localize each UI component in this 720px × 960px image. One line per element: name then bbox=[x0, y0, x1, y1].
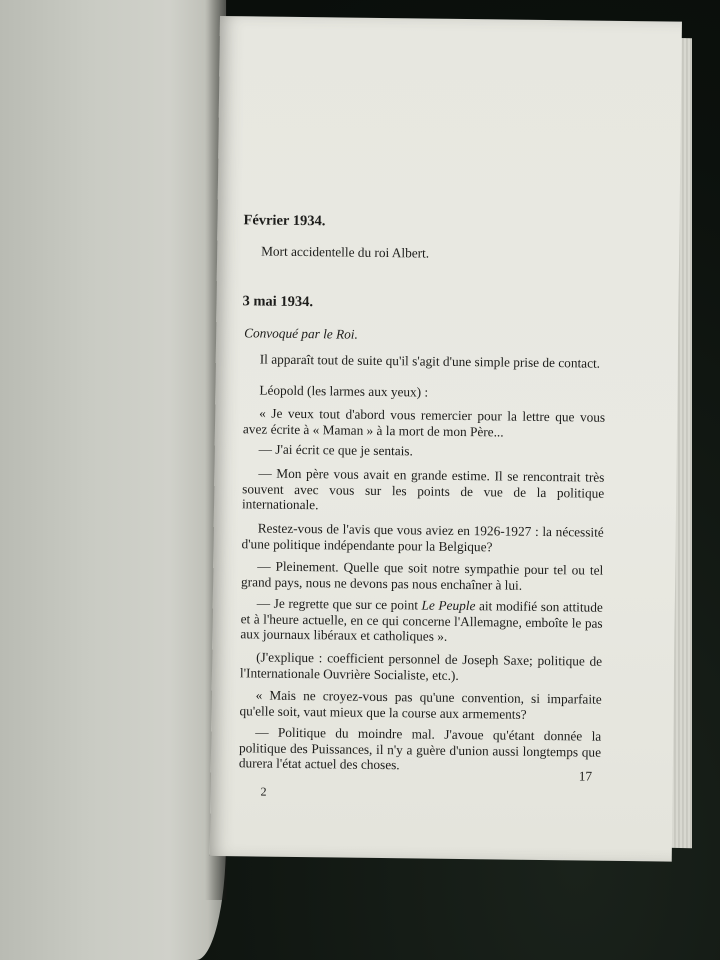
left-page bbox=[0, 0, 226, 960]
paragraph-8: — Je regrette que sur ce point Le Peuple ait modifié son attitude et à l'heure actuelle, en ce qui concerne l'Allemagne, emboîte le pas aux journaux libéraux et catholiques ». bbox=[240, 595, 603, 644]
paragraph-4: — J'ai écrit ce que je sentais. bbox=[258, 441, 413, 459]
paragraph-2: Léopold (les larmes aux yeux) : bbox=[259, 382, 429, 400]
right-page bbox=[210, 16, 682, 862]
newspaper-title: Le Peuple bbox=[421, 597, 476, 614]
section-heading-mai: 3 mai 1934. bbox=[242, 293, 314, 311]
page-number: 17 bbox=[578, 768, 593, 784]
paragraph-5: — Mon père vous avait en grande estime. Il se rencontrait très souvent avec vous sur les points de vue de la politique internationale. bbox=[241, 465, 605, 513]
section-heading-fevrier: Février 1934. bbox=[243, 212, 326, 230]
paragraph-9: (J'explique : coefficient personnel de Joseph Saxe; politique de l'Internationale Ouvrière Socialiste, etc.). bbox=[239, 649, 603, 683]
paragraph-3: « Je veux tout d'abord vous remercier pour la lettre que vous avez écrite à « Maman » à la mort de mon Père... bbox=[242, 405, 606, 439]
paragraph-6: Restez-vous de l'avis que vous aviez en 1926-1927 : la nécessité d'une politique indépendante pour la Belgique? bbox=[241, 520, 604, 554]
paragraph-1: Il apparaît tout de suite qu'il s'agit d'une simple prise de contact. bbox=[259, 351, 601, 371]
paragraph-10: « Mais ne croyez-vous pas qu'une convention, si imparfaite qu'elle soit, vaut mieux que la course aux armements? bbox=[239, 687, 602, 722]
signature-mark: 2 bbox=[260, 784, 267, 799]
paragraph-11: — Politique du moindre mal. J'avoue qu'étant donnée la politique des Puissances, il n'y a guère d'union aussi longtemps que durera l'état actuel des choses. bbox=[238, 724, 602, 773]
section-subtitle: Convoqué par le Roi. bbox=[244, 325, 358, 342]
paragraph-7: — Pleinement. Quelle que soit notre sympathie pour tel ou tel grand pays, nous ne devons pas nous enchaîner à lui. bbox=[241, 558, 604, 593]
section-line-fevrier: Mort accidentelle du roi Albert. bbox=[261, 243, 430, 261]
